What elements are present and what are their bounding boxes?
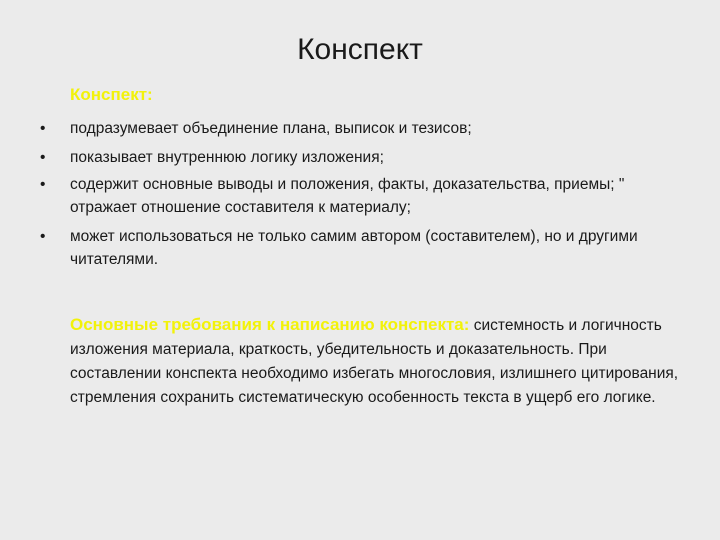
subheading: Конспект: [70, 85, 153, 104]
requirements-text: системность и логичность изложения материала, краткость, убедительность и доказательность. При составлении конспекта необходимо избегать многословия, излишнего цитирования, стремления сохранить систематическую особенность текста в ущерб его логике. [70, 317, 679, 406]
bullet-item [40, 225, 680, 271]
requirements-heading: Основные требования к написанию конспекта: [70, 315, 470, 334]
bullet-item [40, 146, 680, 169]
bullet-item [40, 117, 680, 140]
bullet-icon: • [40, 176, 46, 193]
requirements-paragraph [70, 313, 680, 410]
bullet-icon: • [40, 228, 46, 245]
slide-title: Конспект [297, 33, 423, 66]
bullet-text: показывает внутреннюю логику изложения; [70, 149, 384, 166]
bullet-item [40, 173, 680, 219]
bullet-text: подразумевает объединение плана, выписок и тезисов; [70, 120, 472, 137]
bullet-icon: • [40, 120, 46, 137]
bullet-text: может использоваться не только самим автором (составителем), но и другими читателями. [70, 228, 638, 268]
bullet-list [40, 117, 680, 277]
bullet-text: содержит основные выводы и положения, факты, доказательства, приемы; " отражает отношение составителя к материалу; [70, 176, 625, 216]
bullet-icon: • [40, 149, 46, 166]
